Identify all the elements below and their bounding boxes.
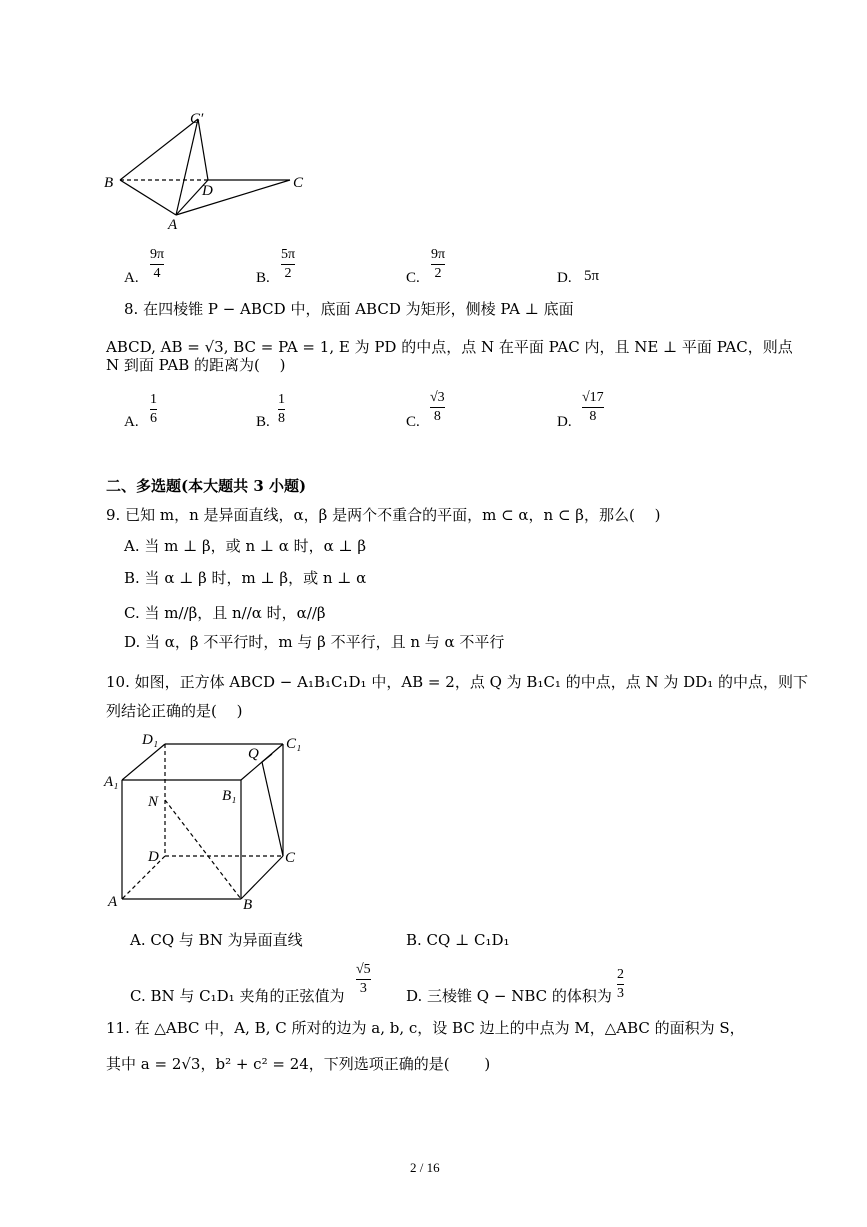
page-number: 2 / 16 <box>410 1160 440 1175</box>
label-b: B <box>243 897 253 913</box>
q10-option-c: C. BN 与 C₁D₁ 夹角的正弦值为 <box>130 987 345 1005</box>
fraction-denominator: 6 <box>150 411 157 426</box>
q7-option-a-letter: A. <box>124 270 139 286</box>
label-c-prime: C′ <box>190 111 204 127</box>
q8-line1: 8. 在四棱锥 P − ABCD 中，底面 ABCD 为矩形，侧棱 PA ⊥ 底面 <box>124 300 574 318</box>
fraction-denominator: 2 <box>284 266 292 281</box>
q9-option-c: C. 当 m//β，且 n//α 时，α//β <box>124 604 326 622</box>
q8-option-b-letter: B. <box>256 414 270 430</box>
label-d1: D₁ <box>142 732 159 748</box>
fraction-numerator: √5 <box>356 962 371 977</box>
q11-line1: 11. 在 △ABC 中，A, B, C 所对的边为 a, b, c，设 BC 边上的中点为 M，△ABC 的面积为 S， <box>106 1019 745 1037</box>
q10-option-a: A. CQ 与 BN 为异面直线 <box>130 931 303 949</box>
fraction-denominator: 2 <box>434 266 442 281</box>
fraction-numerator: √17 <box>582 390 604 405</box>
q11-line2: 其中 a = 2√3，b² + c² = 24，下列选项正确的是( ) <box>106 1055 491 1073</box>
q7-option-d-letter: D. <box>557 270 572 286</box>
fraction-numerator: 5π <box>281 247 296 262</box>
label-a1: A₁ <box>104 774 119 790</box>
fraction-denominator: 4 <box>153 266 161 281</box>
q8-option-d-letter: D. <box>557 414 572 430</box>
q8-option-a-letter: A. <box>124 414 139 430</box>
q7-option-c-letter: C. <box>406 270 420 286</box>
label-d: D <box>202 183 213 199</box>
fraction-denominator: 3 <box>617 986 624 1001</box>
q9-stem: 9. 已知 m，n 是异面直线，α，β 是两个不重合的平面，m ⊂ α，n ⊂ β，那么( ) <box>106 506 661 524</box>
q7-option-c-fraction <box>431 247 445 282</box>
q10-line2: 列结论正确的是( ) <box>106 702 243 720</box>
fraction-numerator: 2 <box>617 967 624 982</box>
fraction-denominator: 8 <box>278 411 285 426</box>
q8-option-d-fraction <box>582 390 604 425</box>
q10-line1: 10. 如图，正方体 ABCD − A₁B₁C₁D₁ 中，AB = 2，点 Q 为 B₁C₁ 的中点，点 N 为 DD₁ 的中点，则下 <box>106 673 808 691</box>
section-heading: 二、多选题(本大题共 3 小题) <box>106 477 307 495</box>
figure-folded-triangle <box>100 105 320 235</box>
q8-option-c-fraction <box>430 390 445 425</box>
q9-option-d: D. 当 α，β 不平行时，m 与 β 不平行，且 n 与 α 不平行 <box>124 633 505 651</box>
fraction-denominator: 8 <box>433 409 441 424</box>
q7-option-a-fraction <box>150 247 164 282</box>
q9-option-b: B. 当 α ⊥ β 时，m ⊥ β，或 n ⊥ α <box>124 569 367 587</box>
q9-option-a: A. 当 m ⊥ β，或 n ⊥ α 时，α ⊥ β <box>124 537 367 555</box>
q10-option-d-fraction <box>617 967 624 1002</box>
q10-option-b: B. CQ ⊥ C₁D₁ <box>406 931 510 949</box>
fraction-numerator: 1 <box>278 392 285 407</box>
label-d: D <box>148 849 159 865</box>
q8-line2: ABCD, AB = √3, BC = PA = 1, E 为 PD 的中点，点 N 在平面 PAC 内，且 NE ⊥ 平面 PAC，则点 <box>106 338 793 356</box>
q7-option-b-letter: B. <box>256 270 270 286</box>
q8-option-b-fraction <box>278 392 285 427</box>
label-c: C <box>293 175 304 191</box>
fraction-denominator: 8 <box>589 409 597 424</box>
figure-cube <box>100 728 320 918</box>
fraction-numerator: 9π <box>431 247 446 262</box>
label-b1: B₁ <box>222 788 237 804</box>
q10-option-c-fraction <box>356 962 371 997</box>
label-c1: C₁ <box>286 736 302 752</box>
q8-line3: N 到面 PAB 的距离为( ) <box>106 356 286 374</box>
label-b: B <box>104 175 114 191</box>
label-n: N <box>148 794 159 810</box>
label-q: Q <box>248 746 259 762</box>
q8-option-a-fraction <box>150 392 157 427</box>
q7-option-b-fraction <box>281 247 295 282</box>
fraction-denominator: 3 <box>359 981 367 996</box>
fraction-numerator: √3 <box>430 390 445 405</box>
label-c: C <box>285 850 296 866</box>
q8-option-c-letter: C. <box>406 414 420 430</box>
label-a: A <box>108 894 118 910</box>
fraction-numerator: 9π <box>150 247 165 262</box>
fraction-numerator: 1 <box>150 392 157 407</box>
q7-option-d-value: 5π <box>584 268 600 284</box>
label-a: A <box>168 217 178 233</box>
q10-option-d: D. 三棱锥 Q − NBC 的体积为 <box>406 987 612 1005</box>
